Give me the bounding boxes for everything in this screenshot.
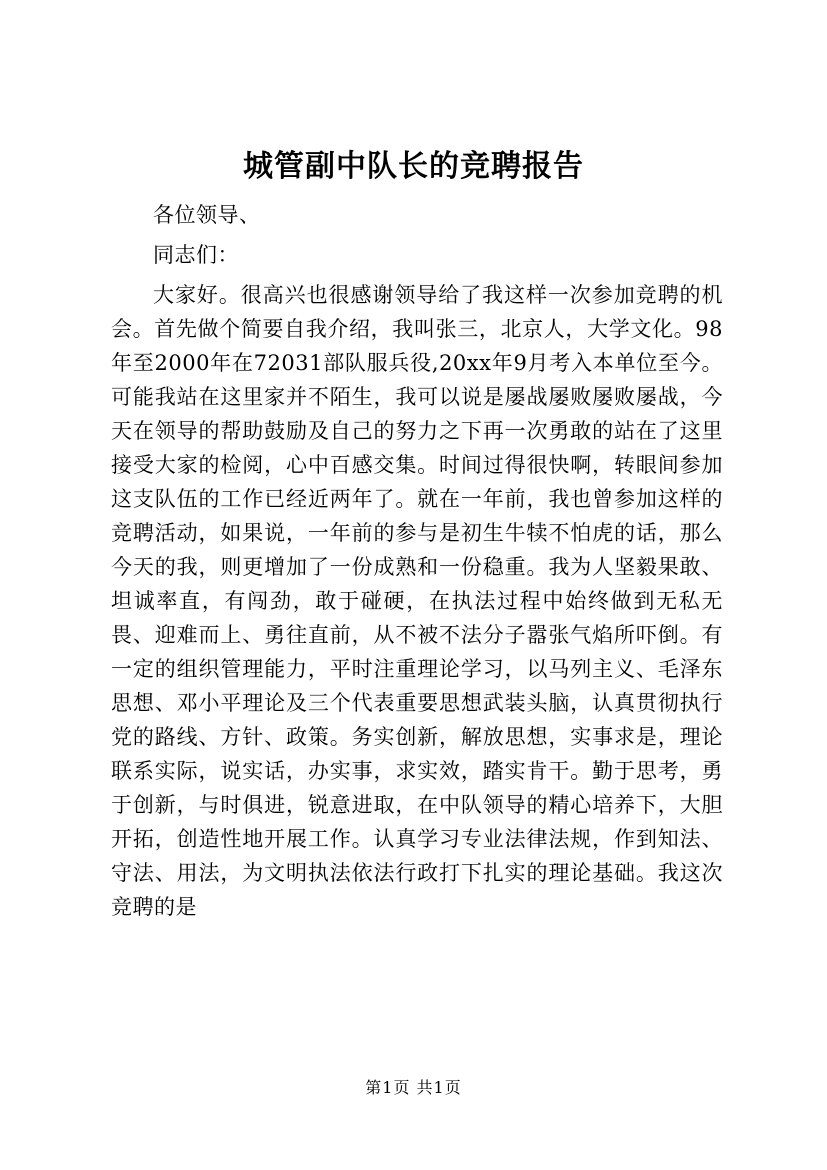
body-paragraph: 大家好。很高兴也很感谢领导给了我这样一次参加竞聘的机会。首先做个简要自我介绍，我叫张三，北京人，大学文化。98年至2000年在72031部队服兵役,20xx年9月考入本单位至今。可能我站在这里家并不陌生，我可以说是屡战屡败屡败屡战，今天在领导的帮助鼓励及自己的努力之下再一次勇敢的站在了这里接受大家的检阅，心中百感交集。时间过得很快啊，转眼间参加这支队伍的工作已经近两年了。就在一年前，我也曾参加这样的竞聘活动，如果说，一年前的参与是初生牛犊不怕虎的话，那么今天的我，则更增加了一份成熟和一份稳重。我为人坚毅果敢、坦诚率直，有闯劲，敢于碰硬，在执法过程中始终做到无私无畏、迎难而上、勇往直前，从不被不法分子嚣张气焰所吓倒。有一定的组织管理能力，平时注重理论学习，以马列主义、毛泽东思想、邓小平理论及三个代表重要思想武装头脑，认真贯彻执行党的路线、方针、政策。务实创新，解放思想，实事求是，理论联系实际，说实话，办实事，求实效，踏实肯干。勤于思考，勇于创新，与时俱进，锐意进取，在中队领导的精心培养下，大胆开拓，创造性地开展工作。认真学习专业法律法规，作到知法、守法、用法，为文明执法依法行政打下扎实的理论基础。我这次竞聘的是 bbox=[111, 283, 723, 919]
document-body bbox=[111, 198, 723, 924]
salutation-leaders: 各位领导、 bbox=[153, 203, 261, 227]
document-title: 城管副中队长的竞聘报告 bbox=[243, 149, 584, 184]
page-number-footer: 第1页 共1页 bbox=[365, 1078, 462, 1097]
salutation-comrades: 同志们： bbox=[153, 243, 239, 267]
